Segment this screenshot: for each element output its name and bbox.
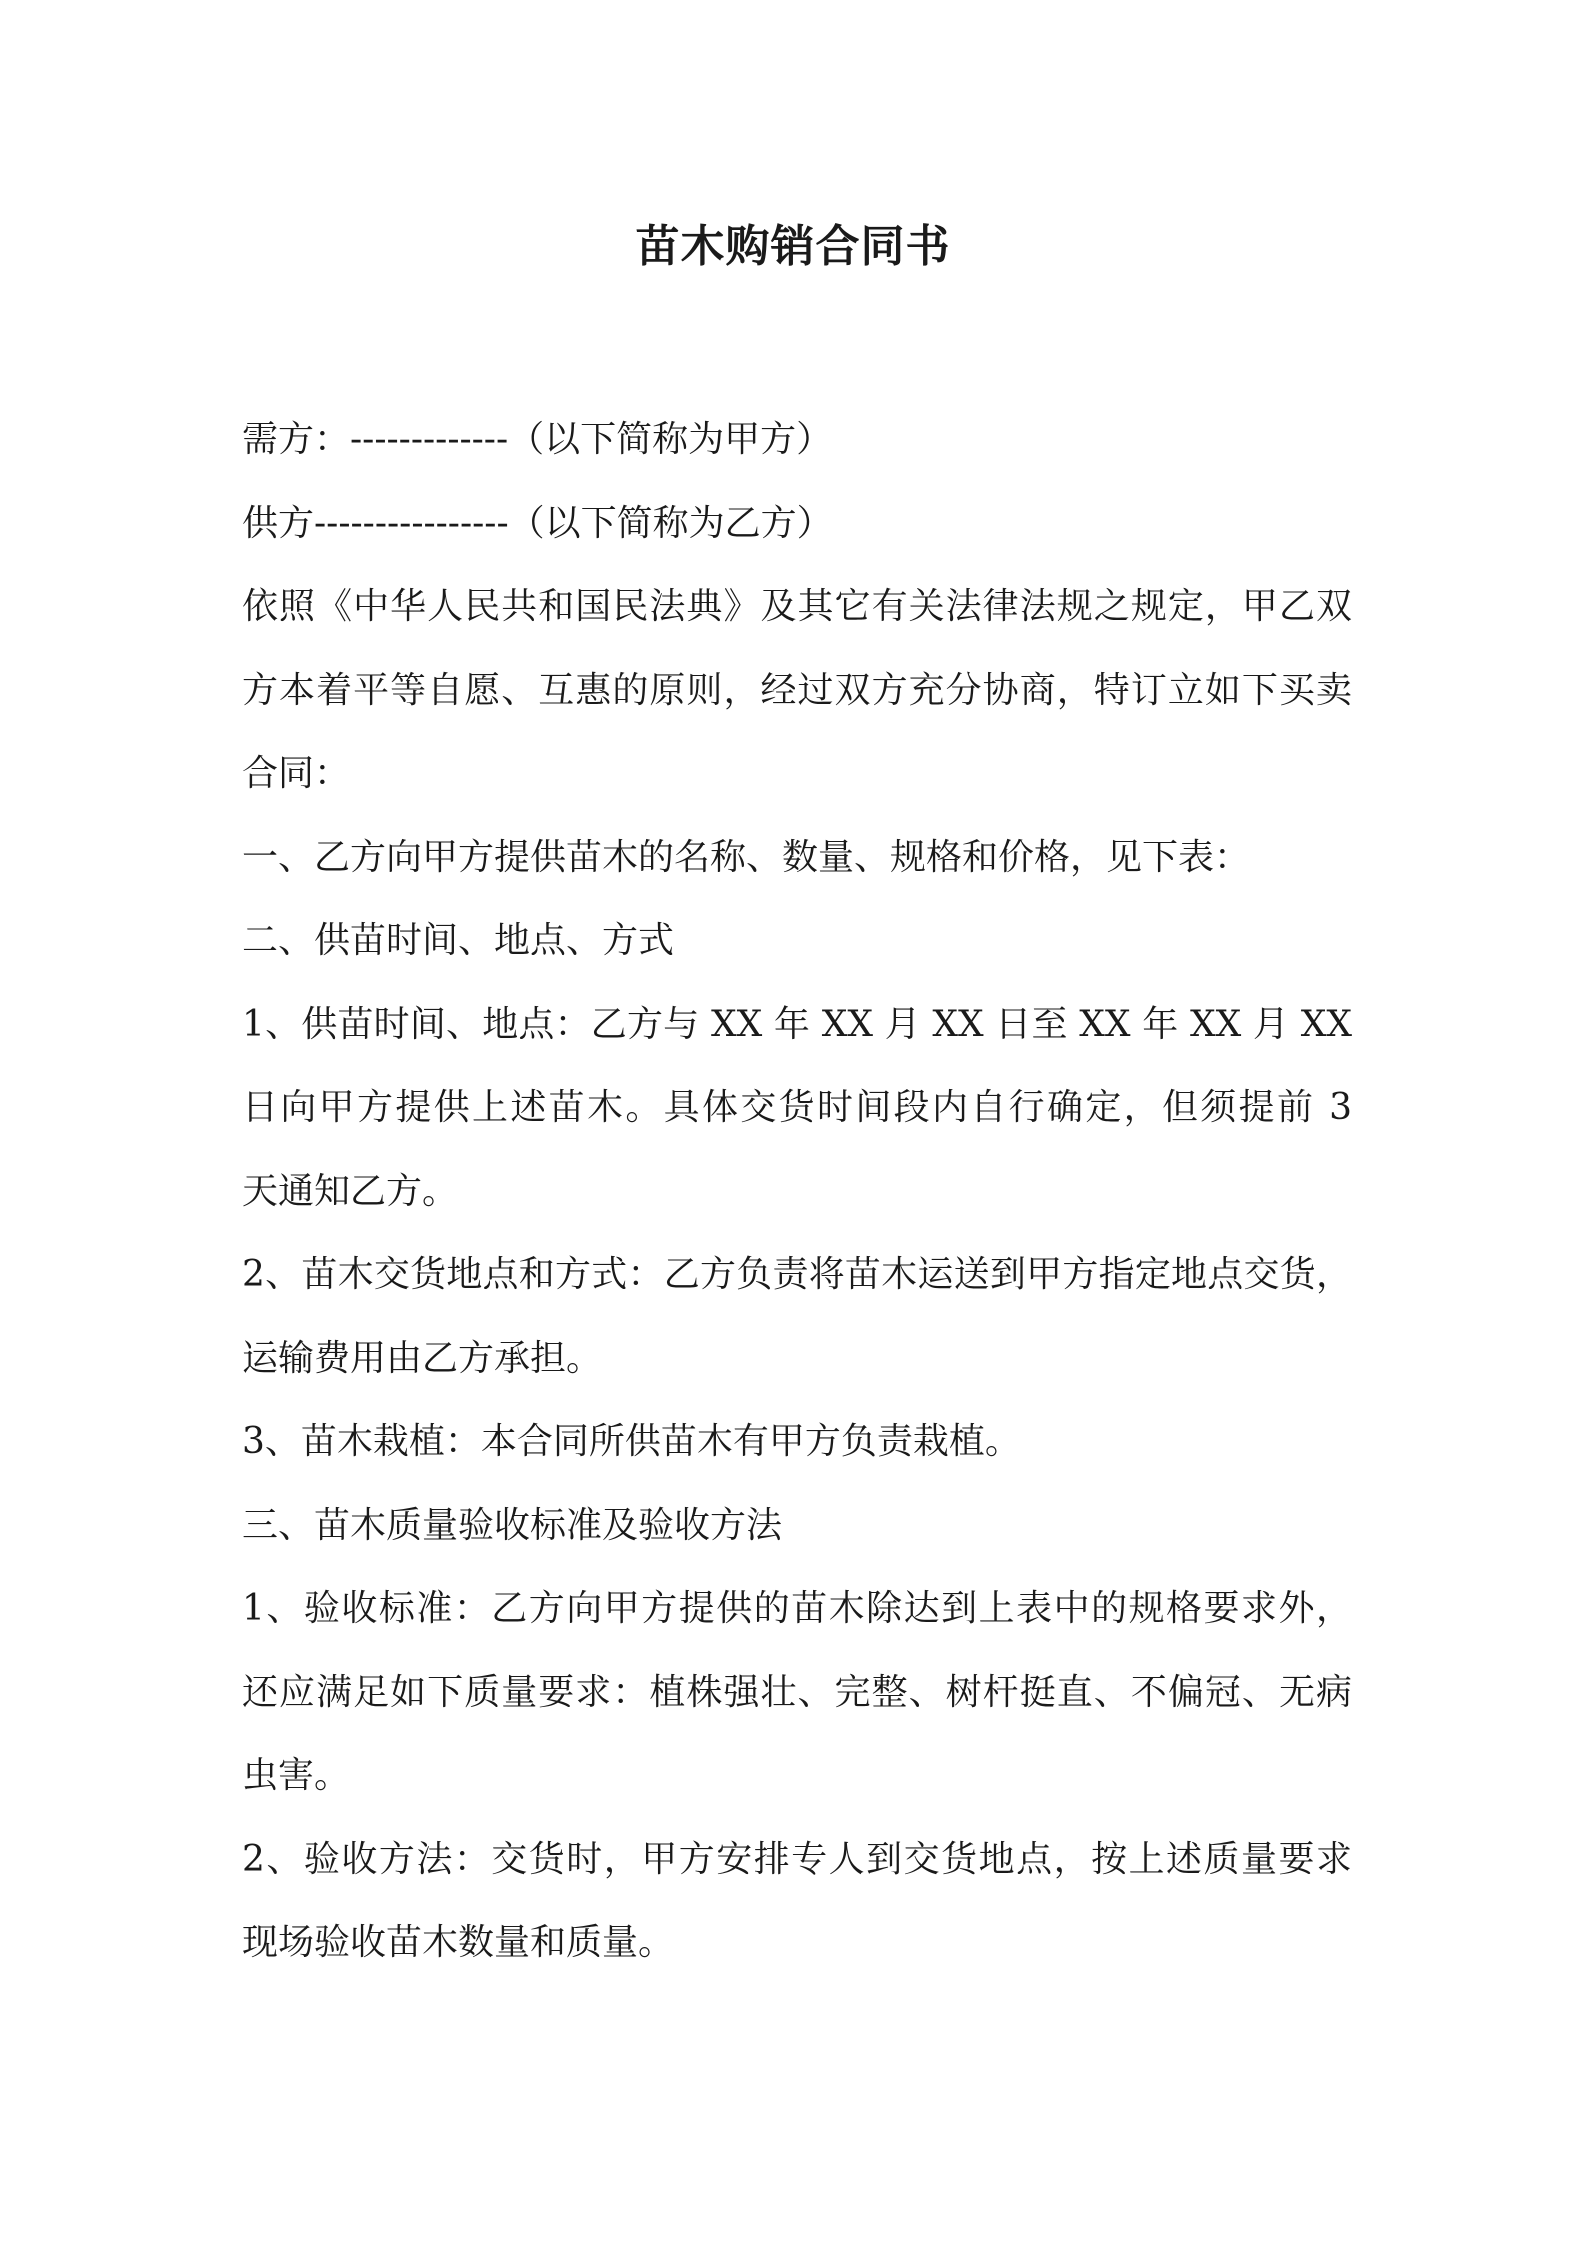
- preamble-line: 合同：: [242, 753, 351, 794]
- supplier-line: 供方----------------（以下简称为乙方）: [242, 502, 833, 544]
- clause-2-2-line: 2、苗木交货地点和方式：乙方负责将苗木运送到甲方指定地点交货，: [242, 1254, 1352, 1295]
- clause-2-3-line: 3、苗木栽植：本合同所供苗木有甲方负责栽植。: [242, 1421, 1021, 1462]
- document-title: 苗木购销合同书: [635, 221, 951, 272]
- clause-3-1-line: 1、验收标准：乙方向甲方提供的苗木除达到上表中的规格要求外，: [242, 1588, 1352, 1629]
- section-heading-1: 一、乙方向甲方提供苗木的名称、数量、规格和价格，见下表：: [242, 836, 1251, 878]
- clause-3-1-line: 虫害。: [242, 1755, 351, 1796]
- document-body: [242, 398, 1352, 1985]
- clause-3-2-line: 2、验收方法：交货时，甲方安排专人到交货地点，按上述质量要求: [242, 1838, 1352, 1880]
- clause-2-1-line: 1、供苗时间、地点：乙方与 XX 年 XX 月 XX 日至 XX 年 XX 月 XX: [242, 1003, 1352, 1045]
- clause-3-2-line: 现场验收苗木数量和质量。: [242, 1922, 675, 1963]
- preamble-line: 方本着平等自愿、互惠的原则，经过双方充分协商，特订立如下买卖: [242, 669, 1352, 711]
- clause-3-1-line: 还应满足如下质量要求：植株强壮、完整、树杆挺直、不偏冠、无病: [242, 1671, 1352, 1713]
- section-heading-3: 三、苗木质量验收标准及验收方法: [242, 1504, 783, 1546]
- clause-2-2-line: 运输费用由乙方承担。: [242, 1337, 603, 1379]
- section-heading-2: 二、供苗时间、地点、方式: [242, 920, 675, 961]
- preamble-line: 依照《中华人民共和国民法典》及其它有关法律法规之规定，甲乙双: [242, 586, 1352, 627]
- buyer-line: 需方：-------------（以下简称为甲方）: [242, 419, 833, 460]
- clause-2-1-line: 日向甲方提供上述苗木。具体交货时间段内自行确定，但须提前 3: [242, 1087, 1352, 1128]
- clause-2-1-line: 天通知乙方。: [242, 1170, 459, 1212]
